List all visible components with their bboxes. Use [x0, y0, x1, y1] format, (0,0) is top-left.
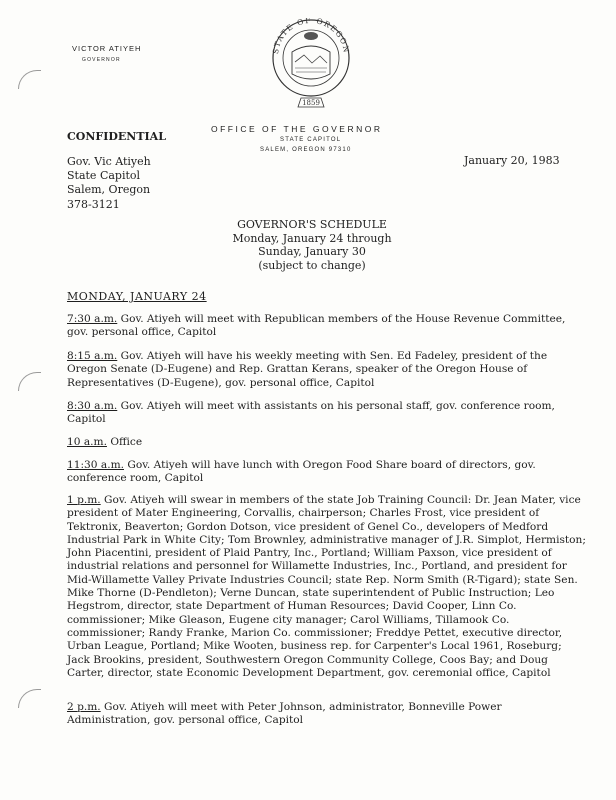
- schedule-entry: [67, 400, 587, 427]
- address-line: 378-3121: [67, 197, 120, 211]
- governor-name: VICTOR ATIYEH: [72, 44, 142, 53]
- entry-time: 10 a.m.: [67, 436, 107, 448]
- entry-text: Gov. Atiyeh will meet with assistants on his personal staff, gov. conference room, Capitol: [67, 400, 555, 426]
- binder-hole-mark: [18, 372, 41, 391]
- schedule-entry: [67, 494, 587, 680]
- entry-text: Gov. Atiyeh will meet with Peter Johnson, administrator, Bonneville Power Administration, gov. personal office, Capitol: [67, 701, 502, 727]
- classification-label: CONFIDENTIAL: [67, 130, 166, 143]
- entry-time: 7:30 a.m.: [67, 313, 118, 325]
- entry-time: 1 p.m.: [67, 494, 101, 506]
- schedule-entry: [67, 350, 587, 390]
- recipient-address: [67, 155, 151, 212]
- office-building: STATE CAPITOL: [280, 137, 342, 143]
- entry-time: 8:30 a.m.: [67, 400, 118, 412]
- schedule-entry: [67, 701, 587, 728]
- address-line: Gov. Vic Atiyeh: [67, 155, 151, 168]
- schedule-note: (subject to change): [258, 258, 366, 272]
- entry-text: Office: [106, 436, 143, 448]
- schedule-range-line: Sunday, January 30: [258, 245, 366, 258]
- binder-hole-mark: [18, 689, 41, 708]
- day-heading: MONDAY, JANUARY 24: [67, 290, 207, 303]
- binder-hole-mark: [18, 70, 41, 89]
- entry-time: 11:30 a.m.: [67, 459, 124, 471]
- schedule-title: GOVERNOR'S SCHEDULE: [237, 218, 387, 231]
- svg-text:1859: 1859: [302, 99, 320, 107]
- office-city: SALEM, OREGON 97310: [260, 147, 352, 153]
- address-line: Salem, Oregon: [67, 183, 151, 197]
- entry-text: Gov. Atiyeh will swear in members of the state Job Training Council: Dr. Jean Mater, vice president of Mater Engineering, Corvallis, chairperson; Charles Frost, vice president of Tektronix, Beaverton; Gordon Dotson, vice president of Genel Co., developers of Medford Industrial Park in White City; Tom Brownley, administrative manager of J.R. Simplot, Hermiston; John Piacentini, president of Plaid Pantry, Inc., Portland; William Paxson, vice president of industrial relations and personnel for Willamette Industries, Inc., Portland, and president for Mid-Willamette Valley Private Industries Council; state Rep. Norm Smith (R-Tigard); state Sen. Mike Thorne (D-Pendleton); Verne Duncan, state superintendent of Public Instruction; Leo Hegstrom, director, state Department of Human Resources; David Cooper, Linn Co. commissioner; Mike Gleason, Eugene city manager; Carol Williams, Tillamook Co. commissioner; Randy Franke, Marion Co. commissioner; Freddye Pettet, executive director, Urban League, Portland; Mike Wooten, business rep. for Carpenter's Local 1961, Roseburg; Jack Brookins, president, Southwestern Oregon Community College, Coos Bay; and Doug Carter, director, state Economic Development Department, gov. ceremonial office, Capitol: [67, 494, 586, 679]
- schedule-entry: [67, 436, 587, 449]
- address-line: State Capitol: [67, 169, 141, 183]
- entry-text: Gov. Atiyeh will have lunch with Oregon Food Share board of directors, gov. conference room, Capitol: [67, 459, 536, 485]
- schedule-range-line: Monday, January 24 through: [232, 231, 392, 245]
- governor-title: GOVERNOR: [82, 57, 121, 63]
- svg-text:STATE OF OREGON: STATE OF OREGON: [270, 18, 352, 55]
- document-date: January 20, 1983: [464, 154, 560, 167]
- schedule-header: [0, 218, 616, 272]
- entry-time: 8:15 a.m.: [67, 350, 118, 362]
- entry-text: Gov. Atiyeh will meet with Republican members of the House Revenue Committee, gov. personal office, Capitol: [67, 313, 566, 339]
- schedule-entry: [67, 459, 587, 486]
- schedule-entry: [67, 313, 587, 340]
- state-seal-icon: [268, 18, 354, 116]
- entry-text: Gov. Atiyeh will have his weekly meeting with Sen. Ed Fadeley, president of the Oregon Senate (D-Eugene) and Rep. Grattan Kerans, speaker of the Oregon House of Representatives (D-Eugene), gov. personal office, Capitol: [67, 350, 548, 389]
- entry-time: 2 p.m.: [67, 701, 101, 713]
- office-title: OFFICE OF THE GOVERNOR: [211, 124, 383, 134]
